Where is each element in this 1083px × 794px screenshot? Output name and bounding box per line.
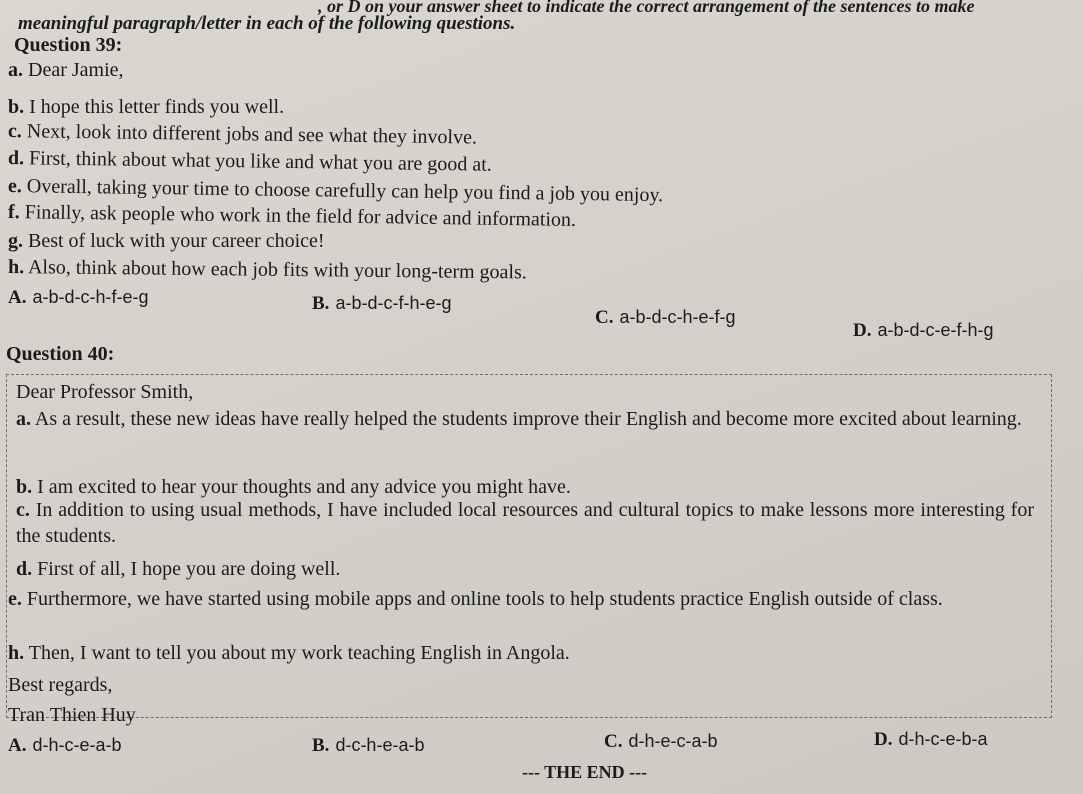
q39-line-a: a. Dear Jamie, (8, 59, 124, 81)
q40-item-a: a. As a result, these new ideas have really helped the students improve their English and become more excited about learning. (16, 408, 1022, 430)
q39-option-b[interactable]: B. a-b-d-c-f-h-e-g (312, 293, 452, 314)
q39-option-d[interactable]: D. a-b-d-c-e-f-h-g (853, 320, 994, 341)
instruction-line-1: , or D on your answer sheet to indicate the correct arrangement of the sentences to make (318, 0, 975, 16)
instruction-line-2: meaningful paragraph/letter in each of the following questions. (18, 13, 516, 34)
question-39-title: Question 39: (14, 34, 123, 56)
the-end-footer: --- THE END --- (522, 762, 648, 782)
q39-line-h: h. Also, think about how each job fits with your long-term goals. (7, 256, 527, 284)
q40-option-a[interactable]: A. d-h-c-e-a-b (8, 735, 122, 756)
question-40-title: Question 40: (6, 343, 115, 365)
q40-option-d[interactable]: D. d-h-c-e-b-a (874, 729, 988, 750)
q39-line-e: e. Overall, taking your time to choose carefully can help you find a job you enjoy. (7, 175, 664, 207)
q40-item-e: e. Furthermore, we have started using mobile apps and online tools to help students practice English outside of class. (8, 588, 943, 610)
q40-item-h: h. Then, I want to tell you about my work teaching English in Angola. (8, 642, 570, 664)
q40-option-b[interactable]: B. d-c-h-e-a-b (312, 735, 425, 756)
q39-line-b: b. I hope this letter finds you well. (8, 96, 285, 118)
q40-item-b: b. I am excited to hear your thoughts and any advice you might have. (16, 476, 571, 498)
q40-greeting: Dear Professor Smith, (16, 381, 194, 403)
q39-line-c: c. Next, look into different jobs and see what they involve. (7, 120, 478, 149)
q40-item-c: c. In addition to using usual methods, I have included local resources and cultural topics to make lessons more interesting for the students. (16, 499, 1035, 547)
q39-line-f: f. Finally, ask people who work in the field for advice and information. (7, 201, 577, 231)
q40-item-d: d. First of all, I hope you are doing well. (16, 558, 341, 580)
q40-option-c[interactable]: C. d-h-e-c-a-b (604, 731, 718, 752)
q40-closing: Best regards, (8, 674, 113, 696)
q39-line-d: d. First, think about what you like and what you are good at. (7, 147, 492, 176)
q39-line-g: g. Best of luck with your career choice! (8, 230, 325, 252)
q39-option-a[interactable]: A. a-b-d-c-h-f-e-g (8, 287, 149, 308)
q40-signature: Tran Thien Huy (8, 704, 136, 726)
q39-option-c[interactable]: C. a-b-d-c-h-e-f-g (595, 307, 736, 328)
